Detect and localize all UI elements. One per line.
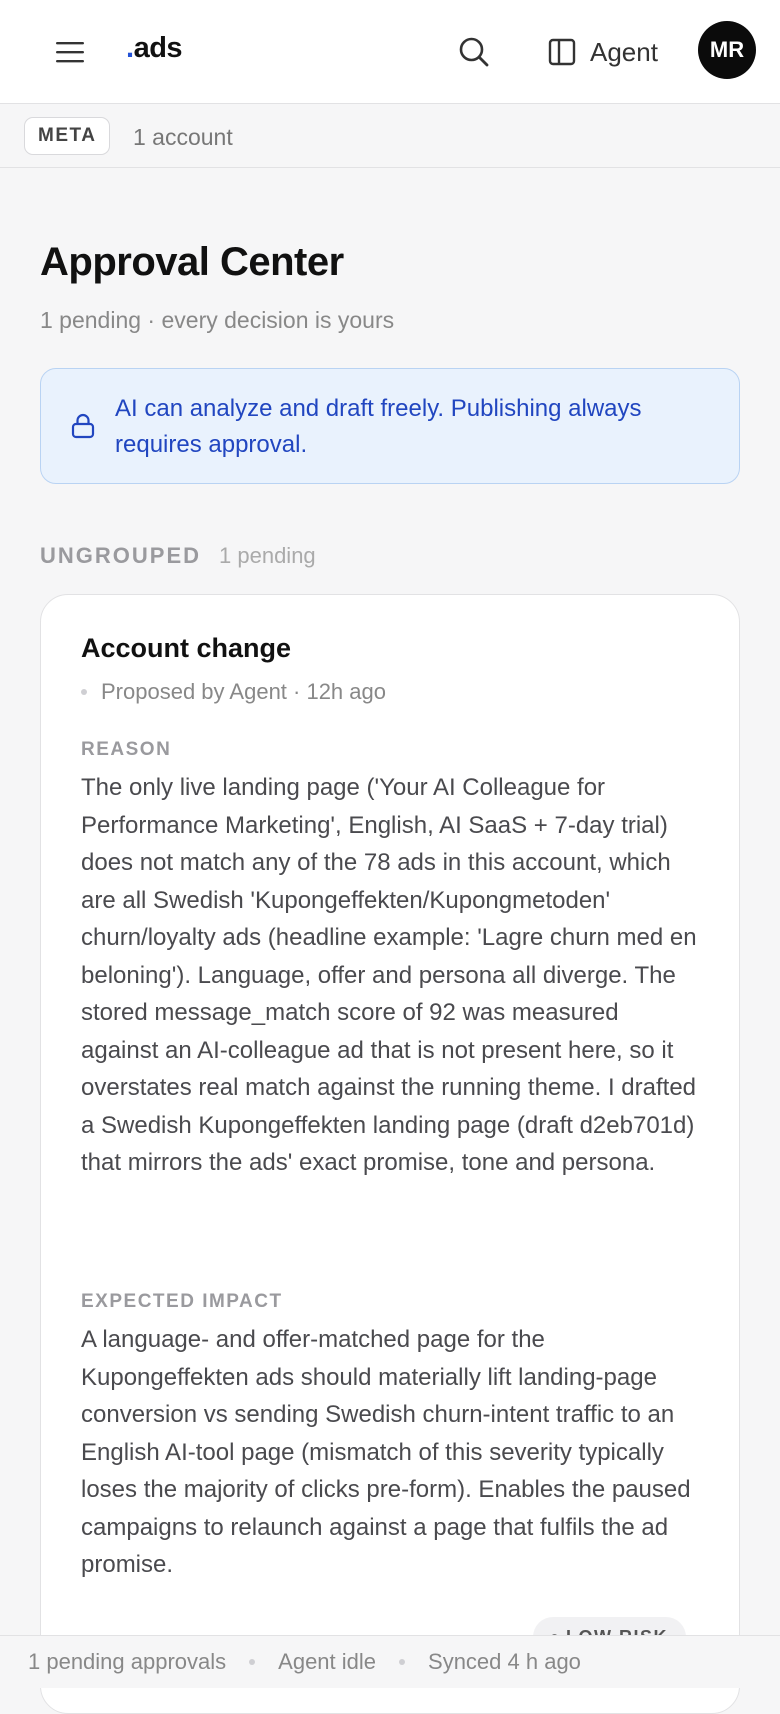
panel-icon (548, 38, 576, 66)
agent-label: Agent (590, 36, 658, 67)
pending-status[interactable]: 1 pending approvals (28, 1649, 227, 1674)
account-bar (0, 104, 780, 168)
group-name: UNGROUPED (40, 543, 202, 568)
logo-dot: . (126, 32, 134, 64)
top-bar (0, 0, 780, 104)
menu-icon (55, 40, 85, 64)
meta-dot (81, 689, 87, 695)
agent-status: Agent idle (278, 1649, 377, 1674)
avatar[interactable]: MR (698, 21, 756, 79)
card-meta (81, 679, 386, 705)
logo-text: ads (133, 32, 183, 64)
impact-label: EXPECTED IMPACT (81, 1291, 283, 1312)
group-count: 1 pending (219, 543, 316, 568)
status-bar (0, 1635, 780, 1688)
notice-text: AI can analyze and draft freely. Publishing always requires approval. (115, 395, 642, 458)
platform-badge[interactable]: META (24, 117, 110, 155)
approval-card[interactable] (40, 594, 740, 1714)
search-icon (458, 36, 490, 68)
account-count: 1 account (133, 124, 233, 150)
status-separator (399, 1659, 405, 1665)
app-logo[interactable] (126, 32, 182, 65)
status-separator (249, 1659, 255, 1665)
proposed-by: Proposed by Agent · 12h ago (101, 679, 386, 704)
reason-text: The only live landing page ('Your AI Colleague for Performance Marketing', English, AI SaaS + 7-day trial) does not match any of the 78 ads in this account, which are all Swedish 'Kupongeffekten/Kupongmetoden' churn/loyalty ads (headline example: 'Lagre churn med en beloning'). Language, offer and persona all diverge. The stored message_match score of 92 was measured against an AI-colleague ad that is not present here, so it overstates real match against the running theme. I drafted a Swedish Kupongeffekten landing page (draft d2eb701d) that mirrors the ads' exact promise, tone and persona. (81, 774, 697, 1176)
search-button[interactable] (452, 30, 496, 74)
page-subtitle: 1 pending · every decision is yours (40, 307, 395, 333)
approval-notice (40, 368, 740, 484)
agent-panel-button[interactable] (548, 30, 658, 74)
reason-label: REASON (81, 739, 172, 760)
page-title: Approval Center (40, 240, 344, 284)
sync-status: Synced 4 h ago (428, 1649, 581, 1674)
group-header (40, 543, 316, 569)
card-title: Account change (81, 633, 292, 663)
impact-text: A language- and offer-matched page for the Kupongeffekten ads should materially lift landing-page conversion vs sending Swedish churn-intent traffic to an English AI-tool page (mismatch of this severity typically loses the majority of clicks pre-form). Enables the paused campaigns to relaunch against a page that fulfils the ad promise. (81, 1326, 691, 1578)
menu-button[interactable] (48, 30, 92, 74)
lock-icon (71, 413, 95, 439)
